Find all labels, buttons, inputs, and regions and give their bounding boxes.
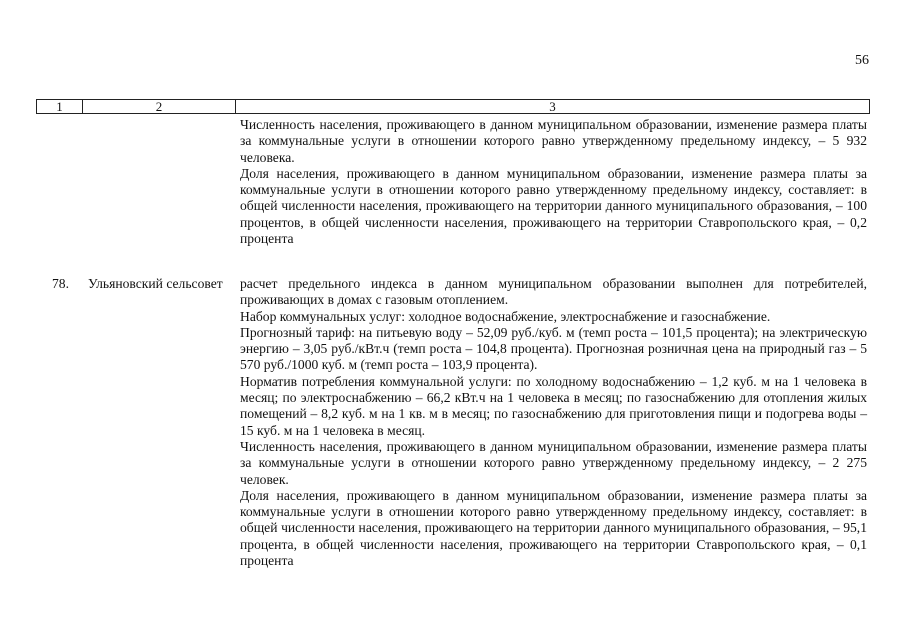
table-column-header <box>36 99 870 114</box>
municipality-name: Ульяновский сельсовет <box>88 276 223 291</box>
paragraph: Набор коммунальных услуг: холодное водоснабжение, электроснабжение и газоснабжение. <box>240 308 771 324</box>
row-78-text <box>240 276 867 569</box>
row-number: 78. <box>52 276 69 291</box>
paragraph: Норматив потребления коммунальной услуги: по холодному водоснабжению – 1,2 куб. м на 1 человека в месяц; по электроснабжению – 66,2 кВт.ч на 1 человека в месяц; по газоснабжению для отопления жилых помещений – 8,2 куб. м на 1 кв. м в месяц; по газоснабжению для приготовления пищи и подогрева воды – 15 куб. м на 1 человека в месяц. <box>240 373 867 438</box>
column-3-header: 3 <box>549 99 556 114</box>
paragraph: Доля населения, проживающего в данном муниципальном образовании, изменение размера платы за коммунальные услуги в отношении которого равно утвержденному предельному индексу, составляет: в общей численности населения, проживающего на территории данного муниципального образования, – 100 процентов, в общей численности населения, проживающего на территории Ставропольского края, – 0,2 процента <box>240 165 867 247</box>
previous-row-text <box>240 117 867 247</box>
column-2-header: 2 <box>83 100 236 113</box>
paragraph: Доля населения, проживающего в данном муниципальном образовании, изменение размера платы за коммунальные услуги в отношении которого равно утвержденному предельному индексу, составляет: в общей численности населения, проживающего на территории данного муниципального образования, – 95,1 процента, в общей численности населения, проживающего на территории Ставропольского края, – 0,1 процента <box>240 487 867 569</box>
column-1-header: 1 <box>37 100 83 113</box>
paragraph: расчет предельного индекса в данном муниципальном образовании выполнен для потребителей, проживающих в домах с газовым отоплением. <box>240 276 867 308</box>
paragraph: Численность населения, проживающего в данном муниципальном образовании, изменение размера платы за коммунальные услуги в отношении которого равно утвержденному предельному индексу, – 5 932 человека. <box>240 117 867 165</box>
paragraph: Численность населения, проживающего в данном муниципальном образовании, изменение размера платы за коммунальные услуги в отношении которого равно утвержденному предельному индексу, – 2 275 человек. <box>240 438 867 487</box>
page-number: 56 <box>855 53 869 68</box>
paragraph: Прогнозный тариф: на питьевую воду – 52,09 руб./куб. м (темп роста – 101,5 процента); на электрическую энергию – 3,05 руб./кВт.ч (темп роста – 104,8 процента). Прогнозная розничная цена на природный газ – 5 570 руб./1000 куб. м (темп роста – 103,9 процента). <box>240 324 867 373</box>
